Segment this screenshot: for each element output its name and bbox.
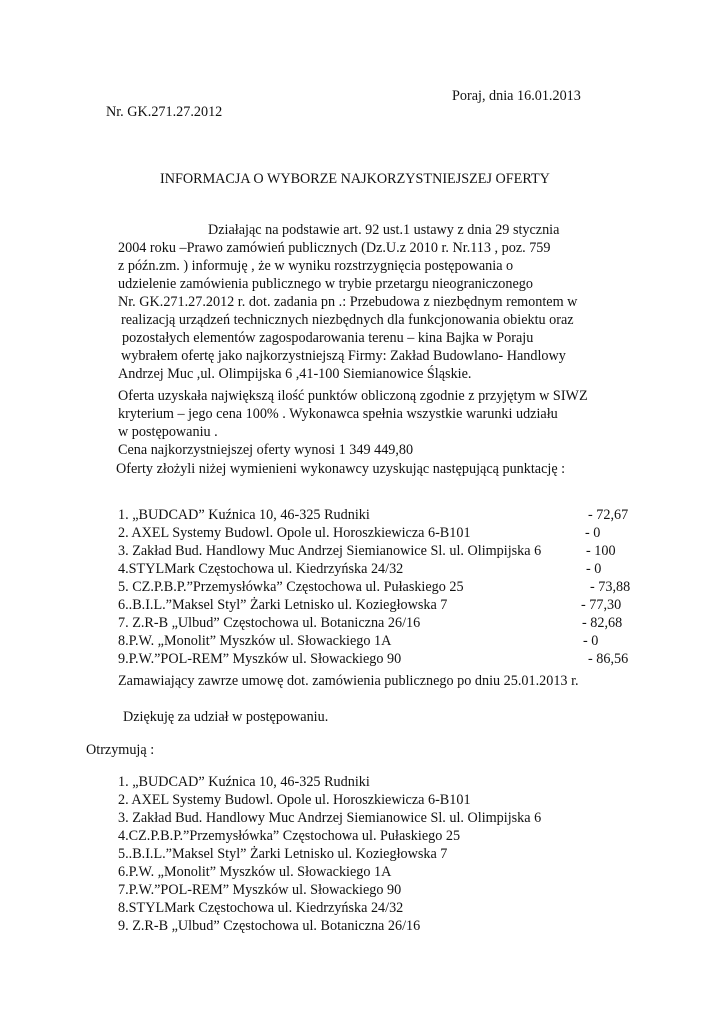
recipient-item: 6.P.W. „Monolit” Myszków ul. Słowackiego 1A: [118, 864, 392, 880]
recipient-item: 9. Z.R-B „Ulbud” Częstochowa ul. Botaniczna 26/16: [118, 918, 421, 934]
bidder-score: - 0: [586, 561, 602, 577]
intro-line: 2004 roku –Prawo zamówień publicznych (Dz.U.z 2010 r. Nr.113 , poz. 759: [118, 240, 551, 256]
bidder-score: - 0: [583, 633, 599, 649]
score-row: [118, 524, 638, 542]
intro-line: Działając na podstawie art. 92 ust.1 ustawy z dnia 29 stycznia: [208, 222, 560, 238]
intro-line: udzielenie zamówienia publicznego w trybie przetargu nieograniczonego: [118, 276, 533, 292]
recipient-item: 4.CZ.P.B.P.”Przemysłówka” Częstochowa ul. Pułaskiego 25: [118, 828, 461, 844]
bidder-name: 8.P.W. „Monolit” Myszków ul. Słowackiego 1A: [118, 633, 392, 649]
score-row: [118, 632, 638, 650]
bidder-score: - 73,88: [590, 579, 631, 595]
bidder-score: - 72,67: [588, 507, 629, 523]
score-row: [118, 578, 638, 596]
offer-line: Oferta uzyskała największą ilość punktów obliczoną zgodnie z przyjętym w SIWZ: [118, 388, 588, 404]
place-date: Poraj, dnia 16.01.2013: [452, 88, 581, 104]
recipient-item: 1. „BUDCAD” Kuźnica 10, 46-325 Rudniki: [118, 774, 370, 790]
recipient-item: 3. Zakład Bud. Handlowy Muc Andrzej Siemianowice Sl. ul. Olimpijska 6: [118, 810, 542, 826]
document-title: INFORMACJA O WYBORZE NAJKORZYSTNIEJSZEJ OFERTY: [160, 171, 550, 187]
intro-paragraph: [118, 221, 577, 383]
recipient-item: 7.P.W.”POL-REM” Myszków ul. Słowackiego 90: [118, 882, 402, 898]
offer-line: w postępowaniu .: [118, 424, 218, 440]
recipients-list: [118, 773, 541, 935]
bidder-score: - 86,56: [588, 651, 629, 667]
intro-line: pozostałych elementów zagospodarowania terenu – kina Bajka w Poraju: [122, 330, 534, 346]
thanks-note: Dziękuję za udział w postępowaniu.: [123, 709, 329, 725]
intro-line: z późn.zm. ) informuję , że w wyniku rozstrzygnięcia postępowania o: [118, 258, 514, 274]
bidder-name: 4.STYLMark Częstochowa ul. Kiedrzyńska 24/32: [118, 561, 404, 577]
score-row: [118, 614, 638, 632]
bidder-name: 1. „BUDCAD” Kuźnica 10, 46-325 Rudniki: [118, 507, 370, 523]
bidder-name: 9.P.W.”POL-REM” Myszków ul. Słowackiego 90: [118, 651, 402, 667]
scores-intro: Oferty złożyli niżej wymienieni wykonawcy uzyskując następującą punktację :: [116, 461, 566, 477]
reference-number: Nr. GK.271.27.2012: [106, 104, 223, 120]
score-row: [118, 506, 638, 524]
bidder-name: 7. Z.R-B „Ulbud” Częstochowa ul. Botaniczna 26/16: [118, 615, 421, 631]
intro-line: Nr. GK.271.27.2012 r. dot. zadania pn .: Przebudowa z niezbędnym remontem w: [118, 294, 578, 310]
recipient-item: 5..B.I.L.”Maksel Styl” Żarki Letnisko ul. Koziegłowska 7: [118, 846, 448, 862]
intro-line: wybrałem ofertę jako najkorzystniejszą Firmy: Zakład Budowlano- Handlowy: [121, 348, 566, 364]
bidder-name: 5. CZ.P.B.P.”Przemysłówka” Częstochowa ul. Pułaskiego 25: [118, 579, 464, 595]
score-row: [118, 542, 638, 560]
bidder-name: 2. AXEL Systemy Budowl. Opole ul. Horoszkiewicza 6-B101: [118, 525, 471, 541]
bidder-name: 3. Zakład Bud. Handlowy Muc Andrzej Siemianowice Sl. ul. Olimpijska 6: [118, 543, 542, 559]
offer-line: Cena najkorzystniejszej oferty wynosi 1 349 449,80: [118, 442, 414, 458]
bidder-score: - 0: [585, 525, 601, 541]
recipient-item: 2. AXEL Systemy Budowl. Opole ul. Horoszkiewicza 6-B101: [118, 792, 471, 808]
score-row: [118, 596, 638, 614]
score-row: [118, 650, 638, 668]
score-row: [118, 560, 638, 578]
scores-list: [118, 506, 638, 668]
contract-note: Zamawiający zawrze umowę dot. zamówienia publicznego po dniu 25.01.2013 r.: [118, 673, 579, 689]
recipient-item: 8.STYLMark Częstochowa ul. Kiedrzyńska 24/32: [118, 900, 404, 916]
recipients-label: Otrzymują :: [86, 742, 155, 758]
offer-paragraph: [118, 387, 588, 459]
bidder-score: - 100: [586, 543, 616, 559]
bidder-name: 6..B.I.L.”Maksel Styl” Żarki Letnisko ul. Koziegłowska 7: [118, 597, 448, 613]
bidder-score: - 82,68: [582, 615, 623, 631]
bidder-score: - 77,30: [581, 597, 622, 613]
intro-line: realizacją urządzeń technicznych niezbędnych dla funkcjonowania obiektu oraz: [121, 312, 574, 328]
intro-line: Andrzej Muc ,ul. Olimpijska 6 ,41-100 Siemianowice Śląskie.: [118, 366, 472, 382]
offer-line: kryterium – jego cena 100% . Wykonawca spełnia wszystkie warunki udziału: [118, 406, 558, 422]
